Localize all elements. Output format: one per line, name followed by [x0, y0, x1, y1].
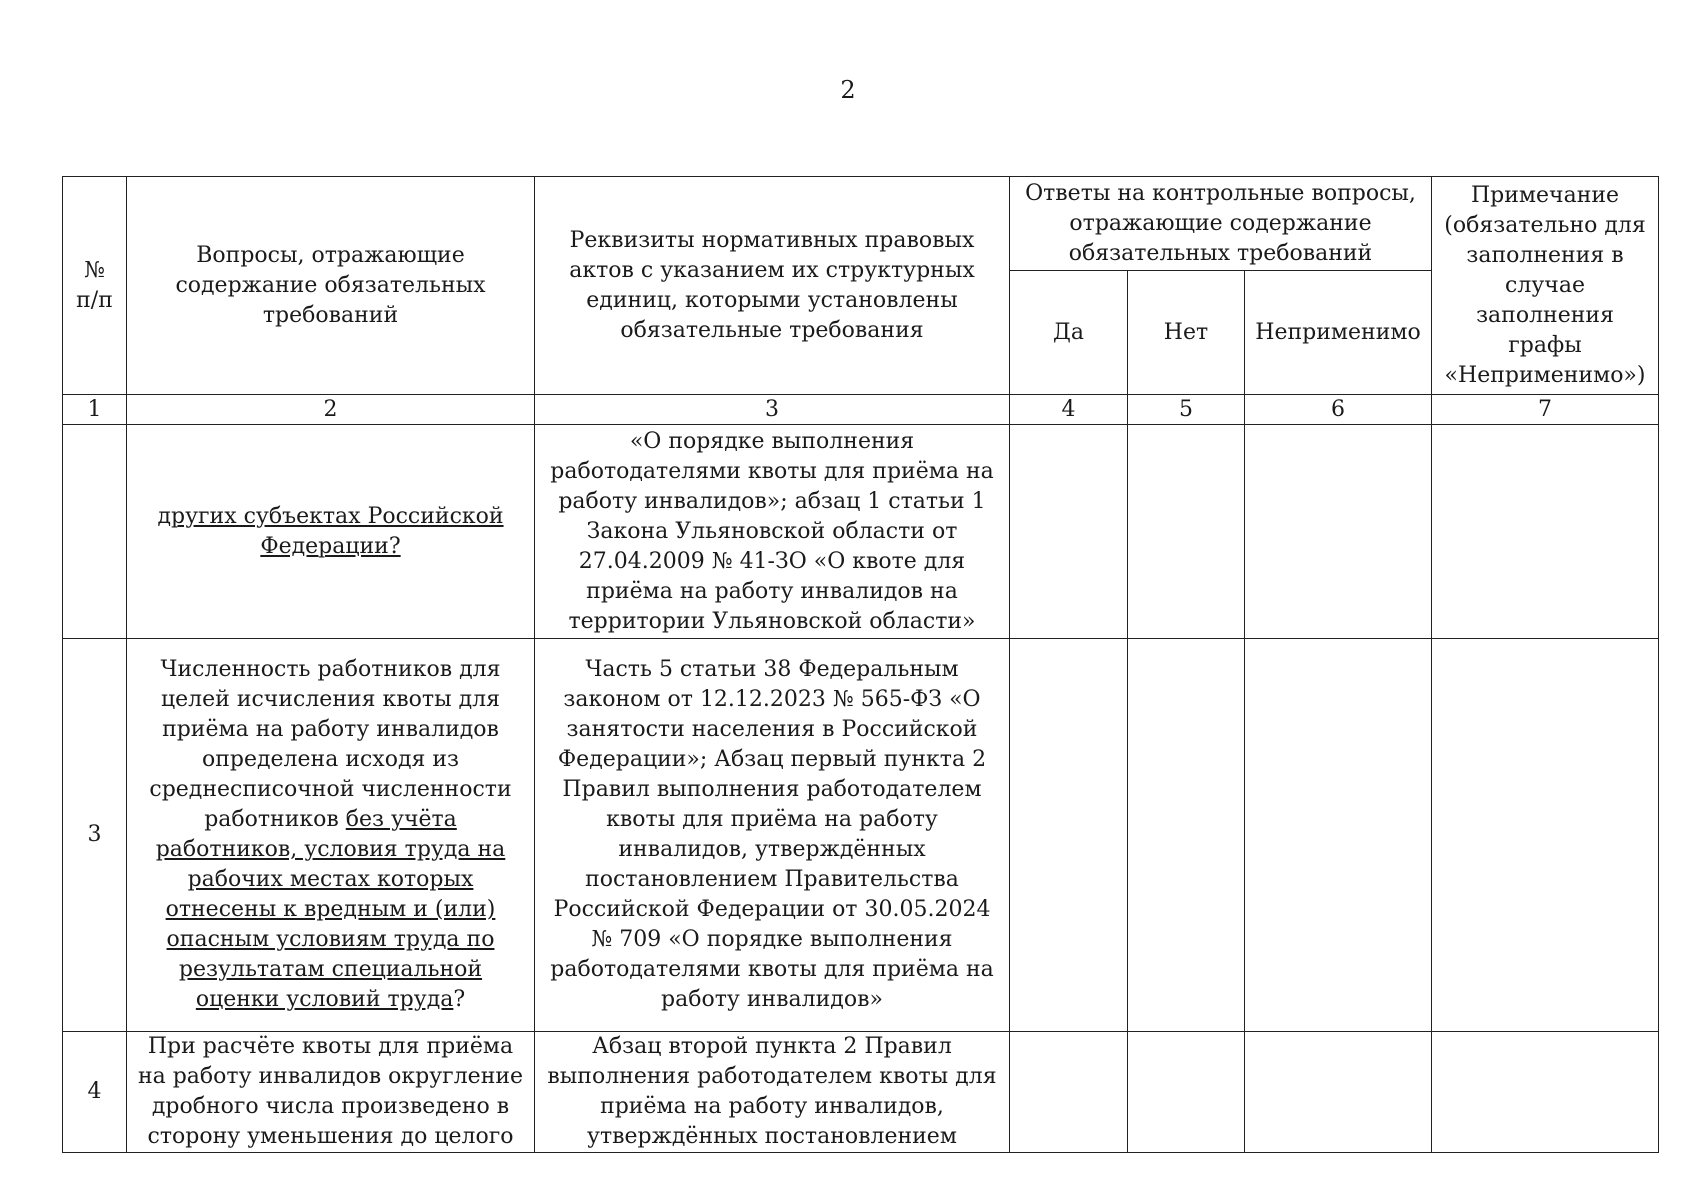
note-cell[interactable]: [1432, 1032, 1659, 1153]
note-cell[interactable]: [1432, 639, 1659, 1032]
table-row: [63, 1032, 1659, 1153]
row-question: [127, 1032, 535, 1153]
column-number: 7: [1432, 395, 1659, 425]
column-number: 3: [535, 395, 1010, 425]
row-requisites: «О порядке выполнения работодателями квоты для приёма на работу инвалидов»; абзац 1 статьи 1 Закона Ульяновской области от 27.04.2009 № 41-ЗО «О квоте для приёма на работу инвалидов на территории Ульяновской области»: [535, 425, 1010, 639]
row-requisites: Часть 5 статьи 38 Федеральным законом от 12.12.2023 № 565-ФЗ «О занятости населения в Российской Федерации»; Абзац первый пункта 2 Правил выполнения работодателем квоты для приёма на работу инвалидов, утверждённых постановлением Правительства Российской Федерации от 30.05.2024 № 709 «О порядке выполнения работодателями квоты для приёма на работу инвалидов»: [535, 639, 1010, 1032]
answer-no-cell[interactable]: [1128, 425, 1245, 639]
answer-na-cell[interactable]: [1245, 639, 1432, 1032]
header-yes: Да: [1010, 271, 1128, 395]
header-num: № п/п: [63, 177, 127, 395]
column-number: 2: [127, 395, 535, 425]
question-underlined-text: без учёта работников, условия труда на рабочих местах которых отнесены к вредным и (или) опасным условиям труда по результатам специальной оценки условий труда: [155, 807, 506, 1012]
header-note: Примечание (обязательно для заполнения в случае заполнения графы «Неприменимо»): [1432, 177, 1659, 395]
header-na: Неприменимо: [1245, 271, 1432, 395]
answer-yes-cell[interactable]: [1010, 1032, 1128, 1153]
column-number: 6: [1245, 395, 1432, 425]
header-question: Вопросы, отражающие содержание обязательных требований: [127, 177, 535, 395]
question-tail: ?: [453, 987, 466, 1012]
answer-yes-cell[interactable]: [1010, 639, 1128, 1032]
answer-no-cell[interactable]: [1128, 1032, 1245, 1153]
answer-no-cell[interactable]: [1128, 639, 1245, 1032]
header-row: [63, 177, 1659, 271]
header-answers: Ответы на контрольные вопросы, отражающие содержание обязательных требований: [1010, 177, 1432, 271]
column-number: 5: [1128, 395, 1245, 425]
table-row: [63, 639, 1659, 1032]
answer-na-cell[interactable]: [1245, 1032, 1432, 1153]
note-cell[interactable]: [1432, 425, 1659, 639]
header-requisites: Реквизиты нормативных правовых актов с указанием их структурных единиц, которыми установлены обязательные требования: [535, 177, 1010, 395]
row-requisites: Абзац второй пункта 2 Правил выполнения работодателем квоты для приёма на работу инвалидов, утверждённых постановлением: [535, 1032, 1010, 1153]
checklist-table: [62, 176, 1659, 1153]
row-question: [127, 639, 535, 1032]
page-number: 2: [840, 76, 856, 104]
row-number: 3: [63, 639, 127, 1032]
column-number: 1: [63, 395, 127, 425]
row-number: [63, 425, 127, 639]
header-no: Нет: [1128, 271, 1245, 395]
table-row: [63, 425, 1659, 639]
column-numbers-row: [63, 395, 1659, 425]
column-number: 4: [1010, 395, 1128, 425]
question-text: Численность работников для целей исчисления квоты для приёма на работу инвалидов определена исходя из среднесписочной численности работников: [149, 657, 512, 832]
question-text: При расчёте квоты для приёма на работу инвалидов округление дробного числа произведено в сторону уменьшения до целого: [137, 1034, 524, 1149]
row-question: [127, 425, 535, 639]
question-underlined-text: других субъектах Российской Федерации?: [157, 503, 504, 559]
row-number: 4: [63, 1032, 127, 1153]
answer-na-cell[interactable]: [1245, 425, 1432, 639]
answer-yes-cell[interactable]: [1010, 425, 1128, 639]
